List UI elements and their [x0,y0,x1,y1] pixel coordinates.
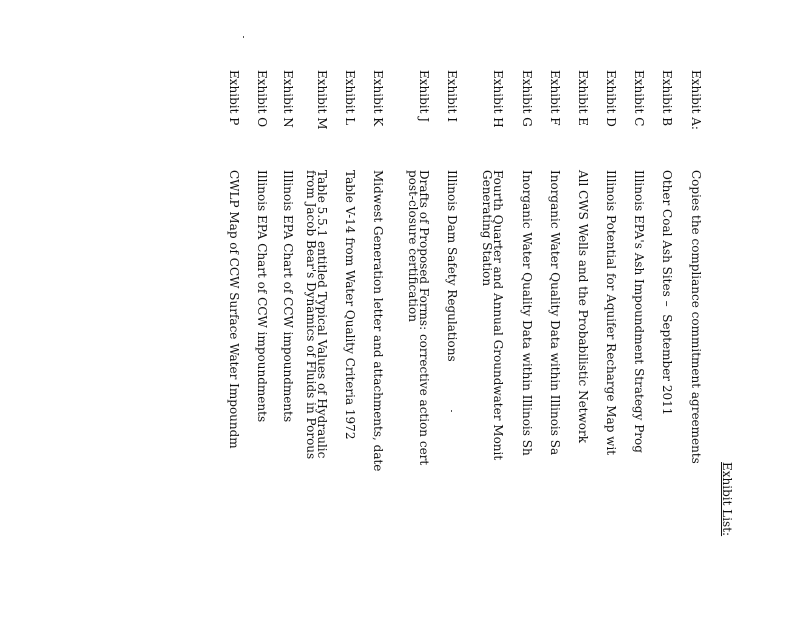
exhibit-label: Exhibit N [281,70,295,128]
exhibit-description: Other Coal Ash Sites – September 2011 [660,170,674,416]
exhibit-description: Copies the compliance commitment agreements [689,170,703,464]
exhibit-label: Exhibit I [445,70,459,122]
scan-speck [243,36,244,38]
exhibit-label: Exhibit P [227,70,241,126]
exhibit-description: Illinois Potential for Aquifer Recharge Map wit [604,170,618,456]
exhibit-description: Table V-14 from Water Quality Criteria 1972 [343,170,357,440]
exhibit-description: Inorganic Water Quality Data within Illinois Sh [520,170,534,456]
exhibit-label: Exhibit G [520,70,534,127]
exhibit-description: Illinois EPA Chart of CCW impoundments [255,170,269,423]
exhibit-label: Exhibit C [632,70,646,127]
exhibit-description: All CWS Wells and the Probabilistic Network [576,170,590,444]
exhibit-description: Fourth Quarter and Annual Groundwater Monit Generating Station [480,170,505,461]
rotated-page [182,0,742,618]
exhibit-label: Exhibit D [604,70,618,127]
exhibit-description: Inorganic Water Quality Data within Illinois Sa [548,170,562,456]
exhibit-description: Table 5.5.1 entitled Typical Values of Hydraulic from Jacob Bear's Dynamics of Fluids in Porous [304,170,329,460]
exhibit-description: Midwest Generation letter and attachments, date [371,170,385,472]
exhibit-label: Exhibit E [576,70,590,127]
exhibit-description: CWLP Map of CCW Surface Water Impoundm [227,170,241,449]
exhibit-list-heading: Exhibit List: [720,462,734,537]
exhibit-description: Illinois EPA's Ash Impoundment Strategy Prog [632,170,646,453]
exhibit-label: Exhibit M [315,70,329,130]
exhibit-label: Exhibit L [343,70,357,126]
exhibit-description: Drafts of Proposed Forms: corrective action cert post-closure certification [406,170,431,466]
exhibit-label: Exhibit A: [689,70,703,130]
exhibit-label: Exhibit K [371,70,385,127]
exhibit-label: Exhibit F [548,70,562,126]
exhibit-description: Illinois Dam Safety Regulations [445,170,459,362]
exhibit-label: Exhibit H [491,70,505,128]
exhibit-label: Exhibit O [255,70,269,128]
exhibit-label: Exhibit B [660,70,674,127]
exhibit-label: Exhibit J [417,70,431,123]
scan-speck [451,410,452,412]
exhibit-description: Illinois EPA Chart of CCW impoundments [281,170,295,423]
